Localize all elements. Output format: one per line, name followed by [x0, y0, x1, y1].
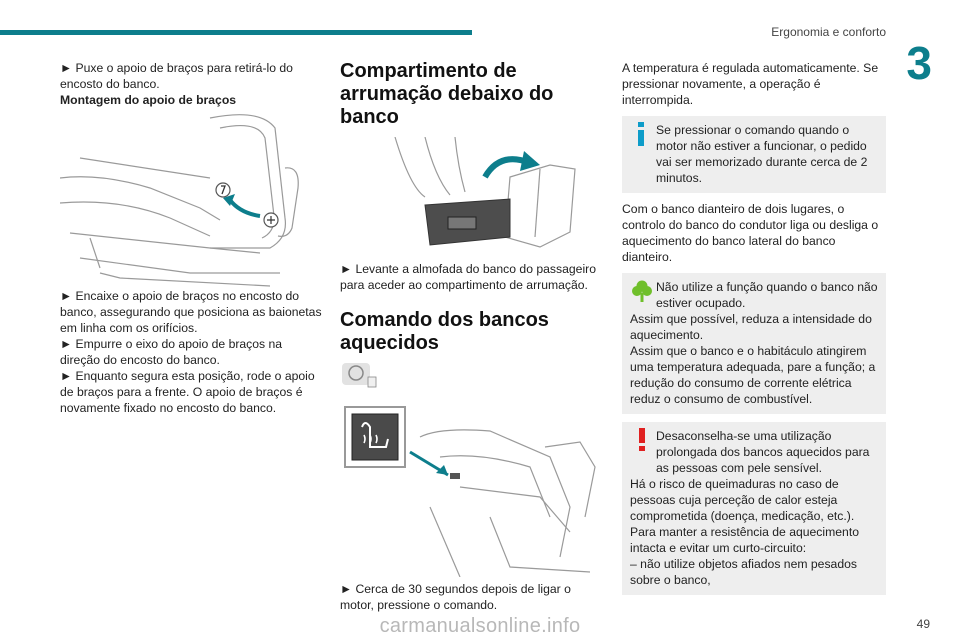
warning-note-line-2: Há o risco de queimaduras no caso de pessoas cuja perceção de calor esteja comprometida (doença, medicação, etc.). [630, 477, 855, 523]
heading-heated-seats: Comando dos bancos aquecidos [340, 309, 549, 354]
two-seat-bench-paragraph: Com o banco dianteiro de dois lugares, o controlo do banco do condutor liga ou desliga o aquecimento do banco lateral do banco dianteiro. [622, 202, 879, 264]
warning-note-line-4: – não utilize objetos afiados nem pesados sobre o banco, [630, 557, 857, 587]
instruction-fit-armrest: ► Encaixe o apoio de braços no encosto do banco, assegurando que posiciona as baionetas em linha com os orifícios. [60, 289, 322, 335]
chapter-number: 3 [906, 37, 932, 89]
warning-exclamation-icon [632, 428, 652, 452]
storage-illustration [340, 137, 602, 257]
column-right [622, 60, 886, 595]
info-note-text: Se pressionar o comando quando o motor não estiver a funcionar, o pedido vai ser memorizado durante cerca de 2 minutos. [656, 123, 868, 185]
eco-note [622, 273, 886, 414]
subheading-armrest-mount: Montagem do apoio de braços [60, 93, 237, 107]
section-title: Ergonomia e conforto [771, 25, 886, 39]
armrest-diagram [60, 108, 322, 288]
heated-seat-diagram [340, 397, 602, 577]
instruction-lift-cushion: ► Levante a almofada do banco do passageiro para aceder ao compartimento de arrumação. [340, 262, 596, 292]
steering-wheel-icon [340, 361, 380, 391]
heated-seat-illustration [340, 397, 602, 577]
warning-note-line-1: Desaconselha-se uma utilização prolongada dos bancos aquecidos para as pessoas com pele sensível. [656, 429, 870, 475]
eco-tree-icon [632, 279, 652, 303]
eco-note-line-3: Assim que o banco e o habitáculo atingirem uma temperatura adequada, pare a função; a redução do consumo de corrente elétrica reduz o consumo de combustível. [630, 344, 876, 406]
page-number: 49 [916, 617, 930, 631]
heading-under-seat-storage: Compartimento de arrumação debaixo do banco [340, 60, 554, 128]
storage-diagram [340, 137, 602, 257]
warning-note [622, 422, 886, 595]
header-accent-bar [0, 30, 472, 35]
heated-seat-small-icon [340, 361, 602, 397]
watermark: carmanualsonline.info [379, 615, 581, 637]
eco-note-line-1: Não utilize a função quando o banco não estiver ocupado. [656, 280, 878, 310]
warning-note-line-3: Para manter a resistência de aquecimento intacta e evitar um curto-circuito: [630, 525, 859, 555]
instruction-pull-armrest: ► Puxe o apoio de braços para retirá-lo do encosto do banco. [60, 61, 293, 91]
eco-note-line-2: Assim que possível, reduza a intensidade do aquecimento. [630, 312, 872, 342]
instruction-press-control: ► Cerca de 30 segundos depois de ligar o motor, pressione o comando. [340, 582, 571, 612]
instruction-push-armrest: ► Empurre o eixo do apoio de braços na direção do encosto do banco. [60, 337, 283, 367]
info-note [622, 116, 886, 193]
info-icon [632, 122, 652, 146]
instruction-rotate-armrest: ► Enquanto segura esta posição, rode o apoio de braços para a frente. O apoio de braços é novamente fixado no encosto do banco. [60, 369, 315, 415]
column-middle [340, 60, 602, 613]
temperature-paragraph: A temperatura é regulada automaticamente. Se pressionar novamente, a operação é interrompida. [622, 61, 879, 107]
armrest-illustration [60, 108, 322, 288]
column-left [60, 60, 322, 416]
